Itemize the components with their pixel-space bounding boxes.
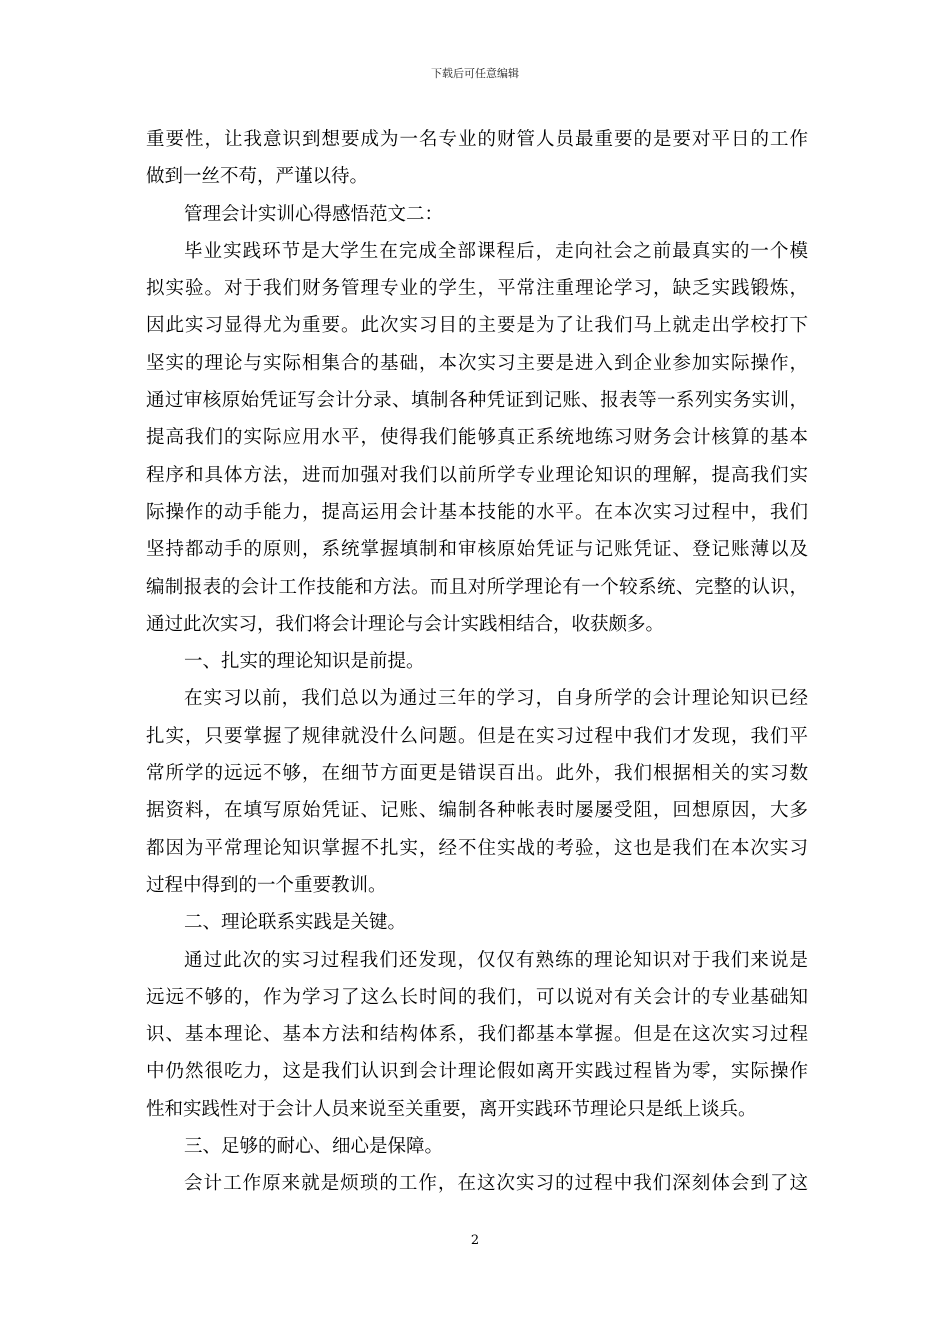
- text-line: 做到一丝不苟，严谨以待。: [146, 166, 369, 188]
- text-line: 拟实验。对于我们财务管理专业的学生，平常注重理论学习，缺乏实践锻炼，: [146, 278, 808, 300]
- text-line: 中仍然很吃力，这是我们认识到会计理论假如离开实践过程皆为零，实际操作: [146, 1061, 808, 1083]
- text-line: 重要性，让我意识到想要成为一名专业的财管人员最重要的是要对平日的工作: [146, 129, 808, 150]
- page-header: 下载后可任意编辑: [431, 67, 519, 80]
- text-line: 编制报表的会计工作技能和方法。而且对所学理论有一个较系统、完整的认识，: [146, 576, 808, 598]
- text-line: 常所学的远远不够，在细节方面更是错误百出。此外，我们根据相关的实习数: [146, 763, 808, 785]
- text-line: 一、扎实的理论知识是前提。: [184, 651, 425, 673]
- text-line: 性和实践性对于会计人员来说至关重要，离开实践环节理论只是纸上谈兵。: [146, 1098, 757, 1120]
- text-line: 扎实，只要掌握了规律就没什么问题。但是在实习过程中我们才发现，我们平: [146, 725, 808, 747]
- text-line: 毕业实践环节是大学生在完成全部课程后，走向社会之前最真实的一个模: [184, 240, 808, 262]
- text-line: 二、理论联系实践是关键。: [184, 912, 407, 934]
- text-line: 际操作的动手能力，提高运用会计基本技能的水平。在本次实习过程中，我们: [146, 501, 808, 523]
- text-line: 通过此次实习，我们将会计理论与会计实践相结合，收获颇多。: [146, 613, 665, 635]
- text-line: 管理会计实训心得感悟范文二：: [184, 203, 444, 225]
- text-line: 提高我们的实际应用水平，使得我们能够真正系统地练习财务会计核算的基本: [146, 427, 808, 449]
- text-line: 识、基本理论、基本方法和结构体系，我们都基本掌握。但是在这次实习过程: [146, 1024, 808, 1046]
- text-line: 坚实的理论与实际相集合的基础，本次实习主要是进入到企业参加实际操作，: [146, 352, 808, 374]
- text-line: 在实习以前，我们总以为通过三年的学习，自身所学的会计理论知识已经: [184, 688, 808, 710]
- page-number: 2: [470, 1233, 480, 1248]
- text-line: 据资料，在填写原始凭证、记账、编制各种帐表时屡屡受阻，回想原因，大多: [146, 800, 808, 822]
- document-body: [146, 121, 808, 1203]
- text-line: 过程中得到的一个重要教训。: [146, 874, 387, 896]
- text-line: 通过此次的实习过程我们还发现，仅仅有熟练的理论知识对于我们来说是: [184, 949, 808, 971]
- text-line: 远远不够的，作为学习了这么长时间的我们，可以说对有关会计的专业基础知: [146, 986, 808, 1008]
- text-line: 坚持都动手的原则，系统掌握填制和审核原始凭证与记账凭证、登记账薄以及: [146, 539, 808, 561]
- text-line: 通过审核原始凭证写会计分录、填制各种凭证到记账、报表等一系列实务实训，: [146, 390, 808, 412]
- text-line: 都因为平常理论知识掌握不扎实，经不住实战的考验，这也是我们在本次实习: [146, 837, 808, 859]
- text-line: 因此实习显得尤为重要。此次实习目的主要是为了让我们马上就走出学校打下: [146, 315, 808, 337]
- text-line: 三、足够的耐心、细心是保障。: [184, 1136, 444, 1158]
- text-line: 会计工作原来就是烦琐的工作，在这次实习的过程中我们深刻体会到了这: [184, 1173, 808, 1195]
- text-line: 程序和具体方法，进而加强对我们以前所学专业理论知识的理解，提高我们实: [146, 464, 808, 486]
